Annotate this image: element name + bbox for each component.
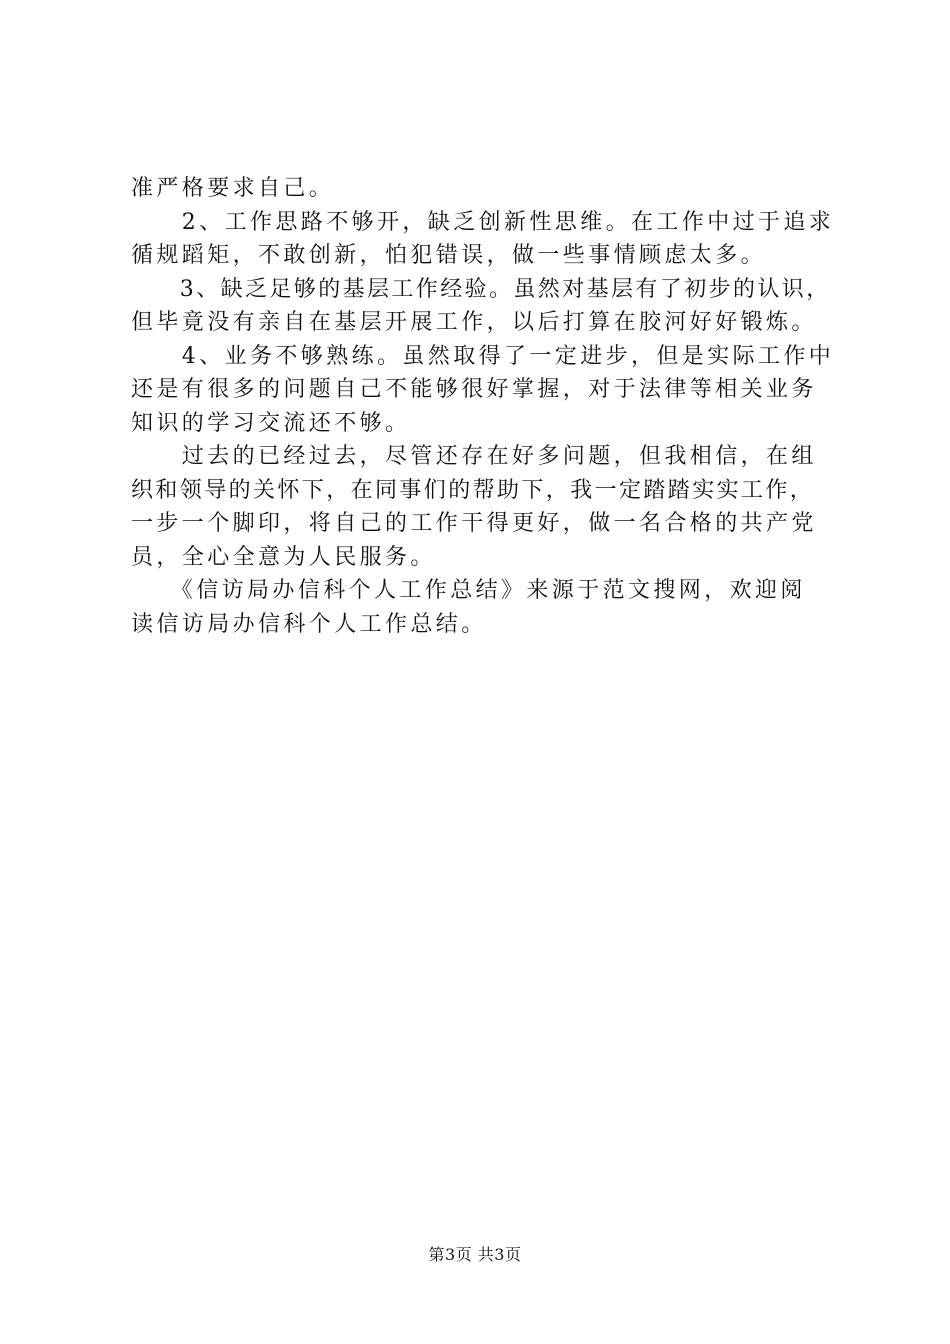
text-line: 2、工作思路不够开，缺乏创新性思维。在工作中过于追求 <box>131 209 835 235</box>
page-number-footer: 第3页 共3页 <box>428 1245 522 1264</box>
text-line: 读信访局办信科个人工作总结。 <box>131 611 487 637</box>
text-line: 员，全心全意为人民服务。 <box>131 544 436 570</box>
text-line: 准严格要求自己。 <box>131 176 335 201</box>
text-line: 知识的学习交流还不够。 <box>131 410 411 436</box>
text-line: 3、缺乏足够的基层工作经验。虽然对基层有了初步的认识， <box>131 276 831 302</box>
document-body <box>131 172 835 641</box>
text-line: 一步一个脚印，将自己的工作干得更好，做一名合格的共产党 <box>131 511 817 536</box>
text-line: 还是有很多的问题自己不能够很好掌握，对于法律等相关业务 <box>131 377 817 402</box>
text-line: 循规蹈矩，不敢创新，怕犯错误，做一些事情顾虑太多。 <box>131 243 767 268</box>
text-line: 4、业务不够熟练。虽然取得了一定进步，但是实际工作中 <box>131 343 835 369</box>
text-line: 织和领导的关怀下，在同事们的帮助下，我一定踏踏实实工作， <box>131 477 815 503</box>
text-line: 《信访局办信科个人工作总结》来源于范文搜网，欢迎阅 <box>131 578 806 603</box>
text-line: 但毕竟没有亲自在基层开展工作，以后打算在胶河好好锻炼。 <box>131 310 817 335</box>
text-line: 过去的已经过去，尽管还存在好多问题，但我相信，在组 <box>131 444 817 469</box>
